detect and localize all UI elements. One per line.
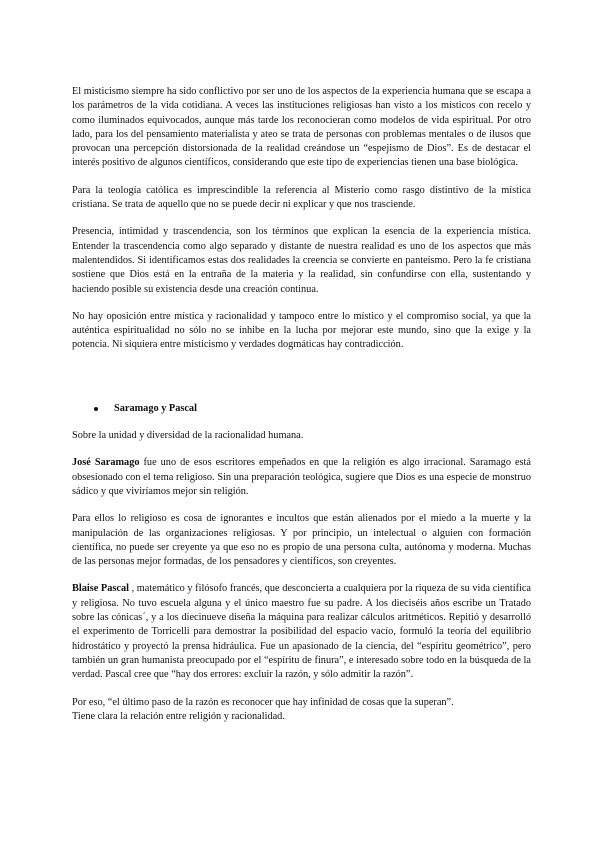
paragraph-misticismo: El misticismo siempre ha sido conflictivo por ser uno de los aspectos de la experiencia humana que se escapa a los parámetros de la vida cotidiana. A veces las instituciones religiosas han visto a los místicos con recelo y como iluminados equivocados, aunque más tarde los reconocieran como modelos de vida espiritual. Por otro lado, para los del pensamiento materialista y ateo se trata de personas con problemas mentales o de ilusos que provocan una percepción distorsionada de la realidad creándose un “espejismo de Dios”. Es de destacar el interés positivo de algunos científicos, considerando que este tipo de experiencias tienen una base biológica. xyxy=(72,86,531,169)
paragraph-ellos: Para ellos lo religioso es cosa de ignorantes e incultos que están alienados por el miedo a la muerte y la manipulación de las organizaciones religiosas. Y por principio, un intelectual o alguien con formación científica, no puede ser creyente ya que eso no es propio de una persona culta, autónoma y moderna. Muchas de las personas mejor formadas, de los pensadores y científicos, son creyentes. xyxy=(72,513,531,568)
closing-line-2: Tiene clara la relación entre religión y racionalidad. xyxy=(72,710,285,722)
closing-line-1: Por eso, “el último paso de la razón es reconocer que hay infinidad de cosas que la superan”. xyxy=(72,696,454,708)
section-heading xyxy=(72,402,531,416)
pascal-name: Blaise Pascal xyxy=(72,583,129,595)
paragraph-presencia: Presencia, intimidad y trascendencia, son los términos que explican la esencia de la experiencia mística. Entender la trascendencia como algo separado y distante de nuestra realidad es uno de los aspectos que más malentendidos. Si identificamos estas dos realidades la creencia se convierte en panteísmo. Pero la fe cristiana sostiene que Dios está en la entraña de la materia y la realidad, sin confundirse con ella, sustentando y haciendo posible su existencia desde una creación continua. xyxy=(72,226,531,295)
section-spacer xyxy=(72,366,531,402)
section-subtitle: Sobre la unidad y diversidad de la racionalidad humana. xyxy=(72,430,304,442)
paragraph-saramago xyxy=(72,456,531,499)
section-heading-text: Saramago y Pascal xyxy=(114,402,197,414)
paragraph-oposicion: No hay oposición entre mística y racionalidad y tampoco entre lo místico y el compromiso social, ya que la auténtica espiritualidad no sólo no se inhibe en la lucha por mejorar este mundo, sino que la exige y la potencia. Ni siquiera entre misticismo y verdades dogmáticas hay contradicción. xyxy=(72,310,531,351)
paragraph-pascal xyxy=(72,582,531,682)
page-content xyxy=(72,85,531,724)
saramago-text: fue uno de esos escritores empeñados en que la religión es algo irracional. Saramago está obsesionado con el tema religioso. Sin una preparación teológica, sugiere que Dios es una especie de monstruo sádico y que viviríamos mejor sin religión. xyxy=(72,457,531,497)
pascal-text: , matemático y filósofo francés, que desconcierta a cualquiera por la riqueza de su vida científica y religiosa. No tuvo escuela alguna y el único maestro fue su padre. A los dieciséis años escribe un Tratado sobre las cónicas´, y a los diecinueve diseña la máquina para realizar cálculos aritméticos. Repitió y desarrolló el experimento de Torricelli para demostrar la posibilidad del espacio vacío, formuló la teoría del equilibrio hidrostático y proyectó la prensa hidráulica. Fue un apasionado de la ciencia, del “espíritu geométrico”, pero también un gran humanista preocupado por el “espíritu de finura”, e interesado sobre todo en la búsqueda de la verdad. Pascal cree que “hay dos errores: excluir la razón, y sólo admitir la razón”. xyxy=(72,583,531,681)
saramago-name: José Saramago xyxy=(72,457,140,469)
paragraph-teologia: Para la teología católica es imprescindible la referencia al Misterio como rasgo distintivo de la mística cristiana. Se trata de aquello que no se puede decir ni explicar y que nos trasciende. xyxy=(72,184,531,211)
bullet-icon xyxy=(94,407,98,411)
